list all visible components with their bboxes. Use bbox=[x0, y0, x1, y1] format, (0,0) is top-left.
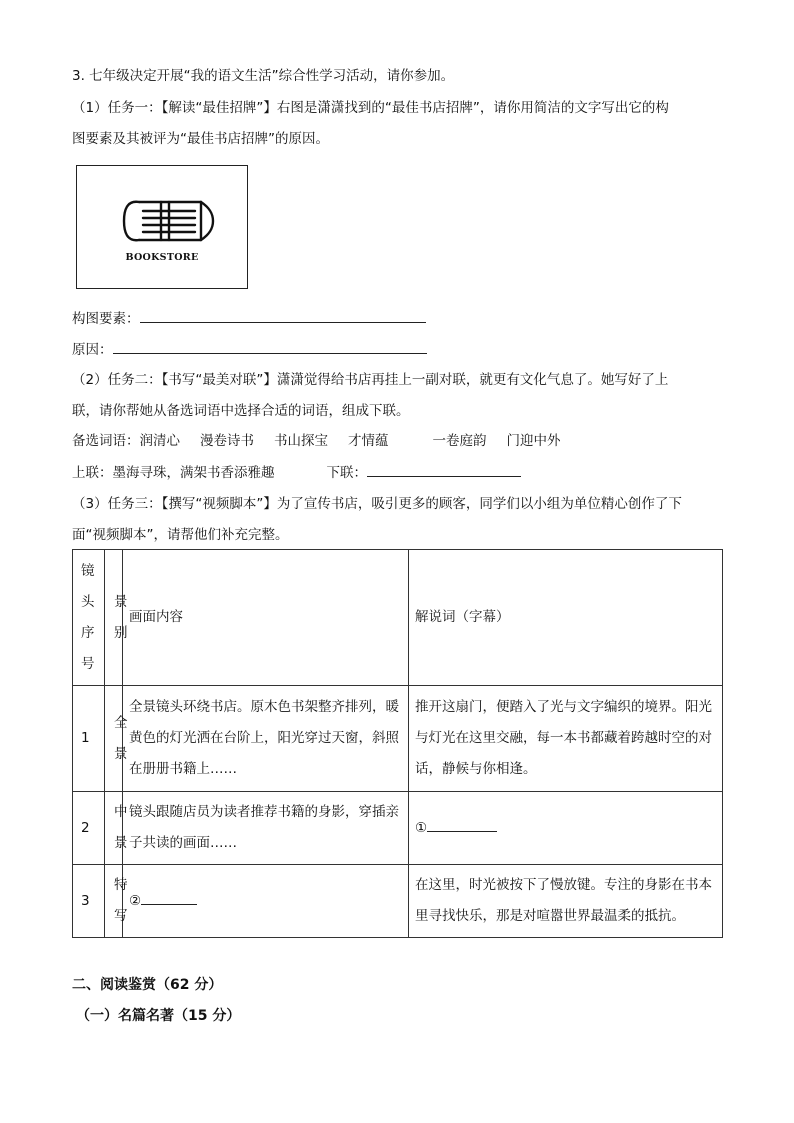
upper-couplet: 上联：墨海寻珠，满架书香添雅趣 bbox=[72, 465, 275, 481]
vocab-item: 一卷庭韵 bbox=[432, 433, 487, 449]
row-shot-type: 全景 bbox=[105, 686, 123, 792]
answer-elements-line bbox=[72, 308, 426, 329]
header-shot-no: 镜头序号 bbox=[73, 550, 105, 686]
elements-label: 构图要素： bbox=[72, 311, 140, 327]
lower-couplet-blank[interactable] bbox=[367, 462, 521, 477]
task1-line2: 图要素及其被评为“最佳书店招牌”的原因。 bbox=[72, 131, 329, 147]
task3-line1: （3）任务三：【撰写“视频脚本”】为了宣传书店，吸引更多的顾客，同学们以小组为单位精心创作了下 bbox=[72, 496, 682, 512]
header-shot-type: 景别 bbox=[105, 550, 123, 686]
table-row bbox=[73, 792, 723, 865]
row-no: 3 bbox=[73, 865, 105, 938]
header-content: 画面内容 bbox=[123, 550, 409, 686]
vocab-item: 门迎中外 bbox=[506, 433, 561, 449]
subsection-title: （一）名篇名著（15 分） bbox=[76, 1008, 241, 1024]
header-narration: 解说词（字幕） bbox=[409, 550, 723, 686]
elements-answer-blank[interactable] bbox=[140, 308, 426, 323]
lower-couplet-label: 下联： bbox=[326, 465, 367, 481]
task2-line1: （2）任务二：【书写“最美对联”】潇潇觉得给书店再挂上一副对联，就更有文化气息了。她写好了上 bbox=[72, 372, 669, 388]
row-shot-type: 特写 bbox=[105, 865, 123, 938]
row-narration: 推开这扇门，便踏入了光与文字编织的境界。阳光与灯光在这里交融，每一本书都藏着跨越时空的对话，静候与你相逢。 bbox=[409, 686, 723, 792]
table-row bbox=[73, 865, 723, 938]
row-no: 1 bbox=[73, 686, 105, 792]
video-script-table bbox=[72, 549, 723, 938]
vocab-item: 漫卷诗书 bbox=[200, 433, 254, 449]
couplet-line bbox=[72, 462, 521, 483]
vocab-item: 才情蕴 bbox=[348, 433, 389, 449]
task3-line2: 面“视频脚本”，请帮他们补充完整。 bbox=[72, 527, 289, 543]
answer-reason-line bbox=[72, 339, 427, 360]
task2-line2: 联，请你帮她从备选词语中选择合适的词语，组成下联。 bbox=[72, 403, 410, 419]
row-narration-blank[interactable]: ① bbox=[409, 792, 723, 865]
row-shot-type: 中景 bbox=[105, 792, 123, 865]
reason-label: 原因： bbox=[72, 342, 113, 358]
q3-intro: 3. 七年级决定开展“我的语文生活”综合性学习活动，请你参加。 bbox=[72, 68, 455, 84]
book-logo-icon bbox=[77, 166, 247, 288]
row-content: 镜头跟随店员为读者推荐书籍的身影，穿插亲子共读的画面…… bbox=[123, 792, 409, 865]
vocab-label: 备选词语： bbox=[72, 433, 140, 449]
task1-line1: （1）任务一：【解读“最佳招牌”】右图是潇潇找到的“最佳书店招牌”，请你用简洁的文字写出它的构 bbox=[72, 100, 669, 116]
section-title: 二、阅读鉴赏（62 分） bbox=[72, 977, 223, 993]
table-row bbox=[73, 686, 723, 792]
bookstore-sign-image bbox=[76, 165, 248, 289]
row-narration: 在这里，时光被按下了慢放键。专注的身影在书本里寻找快乐，那是对喧嚣世界最温柔的抵抗。 bbox=[409, 865, 723, 938]
row-content-blank[interactable]: ② bbox=[123, 865, 409, 938]
row-content: 全景镜头环绕书店。原木色书架整齐排列，暖黄色的灯光洒在台阶上，阳光穿过天窗，斜照在册册书籍上…… bbox=[123, 686, 409, 792]
vocab-line bbox=[72, 431, 581, 451]
table-header-row bbox=[73, 550, 723, 686]
row-no: 2 bbox=[73, 792, 105, 865]
vocab-item: 润清心 bbox=[139, 433, 180, 449]
reason-answer-blank[interactable] bbox=[113, 339, 427, 354]
sign-text: BOOKSTORE bbox=[125, 252, 199, 263]
vocab-item: 书山探宝 bbox=[274, 433, 328, 449]
